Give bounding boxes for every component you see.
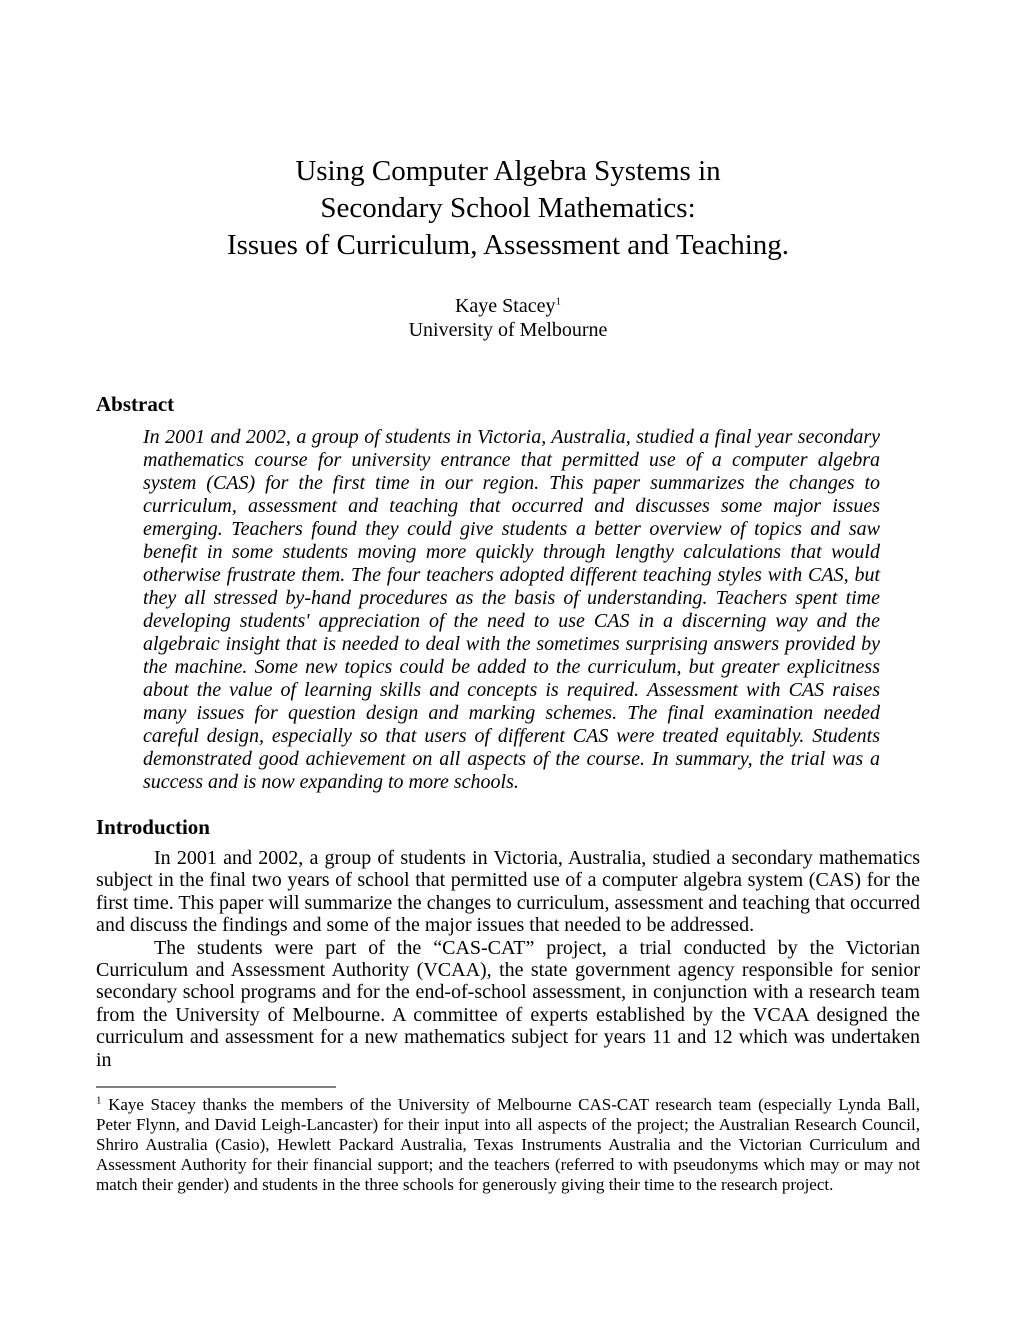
introduction-paragraph-1: In 2001 and 2002, a group of students in Victoria, Australia, studied a secondary mathematics subject in the final two years of school that permitted use of a computer algebra system (CAS) for the first time. This paper will summarize the changes to curriculum, assessment and teaching that occurred and discuss the findings and some of the major issues that needed to be addressed. [96, 847, 920, 937]
author-footnote-mark: 1 [555, 295, 561, 308]
introduction-heading: Introduction [96, 815, 210, 839]
title-block [96, 153, 920, 264]
paper-title-line: Issues of Curriculum, Assessment and Teaching. [226, 229, 790, 261]
abstract-text: In 2001 and 2002, a group of students in Victoria, Australia, studied a final year secondary mathematics course for university entrance that permitted use of a computer algebra system (CAS) for the first time in our region. This paper summarizes the changes to curriculum, assessment and teaching that occurred and discusses some major issues emerging. Teachers found they could give students a better overview of topics and saw benefit in some students moving more quickly through lengthy calculations that would otherwise frustrate them. The four teachers adopted different teaching styles with CAS, but they all stressed by-hand procedures as the basis of understanding. Teachers spent time developing students' appreciation of the need to use CAS in a discerning way and the algebraic insight that is needed to deal with the sometimes surprising answers provided by the machine. Some new topics could be added to the curriculum, but greater explicitness about the value of learning skills and concepts is required. Assessment with CAS raises many issues for question design and marking schemes. The final examination needed careful design, especially so that users of different CAS were treated equitably. Students demonstrated good achievement on all aspects of the course. In summary, the trial was a success and is now expanding to more schools. [143, 426, 880, 793]
paper-title-line: Secondary School Mathematics: [320, 192, 696, 224]
introduction-paragraph-2: The students were part of the “CAS-CAT” project, a trial conducted by the Victorian Curriculum and Assessment Authority (VCAA), the state government agency responsible for senior secondary school programs and for the end-of-school assessment, in conjunction with a research team from the University of Melbourne. A committee of experts established by the VCAA designed the curriculum and assessment for a new mathematics subject for years 11 and 12 which was undertaken in [96, 936, 920, 1071]
footnote-text [96, 1095, 920, 1195]
author-name-text: Kaye Stacey [454, 295, 556, 317]
paper-title [96, 153, 920, 264]
footnote-mark: 1 [96, 1094, 102, 1107]
footnote-area [96, 1086, 920, 1195]
abstract-heading: Abstract [96, 392, 175, 416]
paper-title-line: Using Computer Algebra Systems in [295, 155, 721, 187]
author-name [96, 294, 920, 318]
abstract-section [96, 392, 920, 794]
author-block [96, 294, 920, 342]
footnote-separator-rule [96, 1086, 336, 1088]
footnote-body: Kaye Stacey thanks the members of the University of Melbourne CAS-CAT research team (especially Lynda Ball, Peter Flynn, and David Leigh-Lancaster) for their input into all aspects of the project; the Australian Research Council, Shriro Australia (Casio), Hewlett Packard Australia, Texas Instruments Australia and the Victorian Curriculum and Assessment Authority for their financial support; and the teachers (referred to with pseudonyms which may or may not match their gender) and students in the three schools for generously giving their time to the research project. [96, 1095, 920, 1195]
author-affiliation: University of Melbourne [408, 319, 608, 341]
introduction-section [96, 815, 920, 1071]
